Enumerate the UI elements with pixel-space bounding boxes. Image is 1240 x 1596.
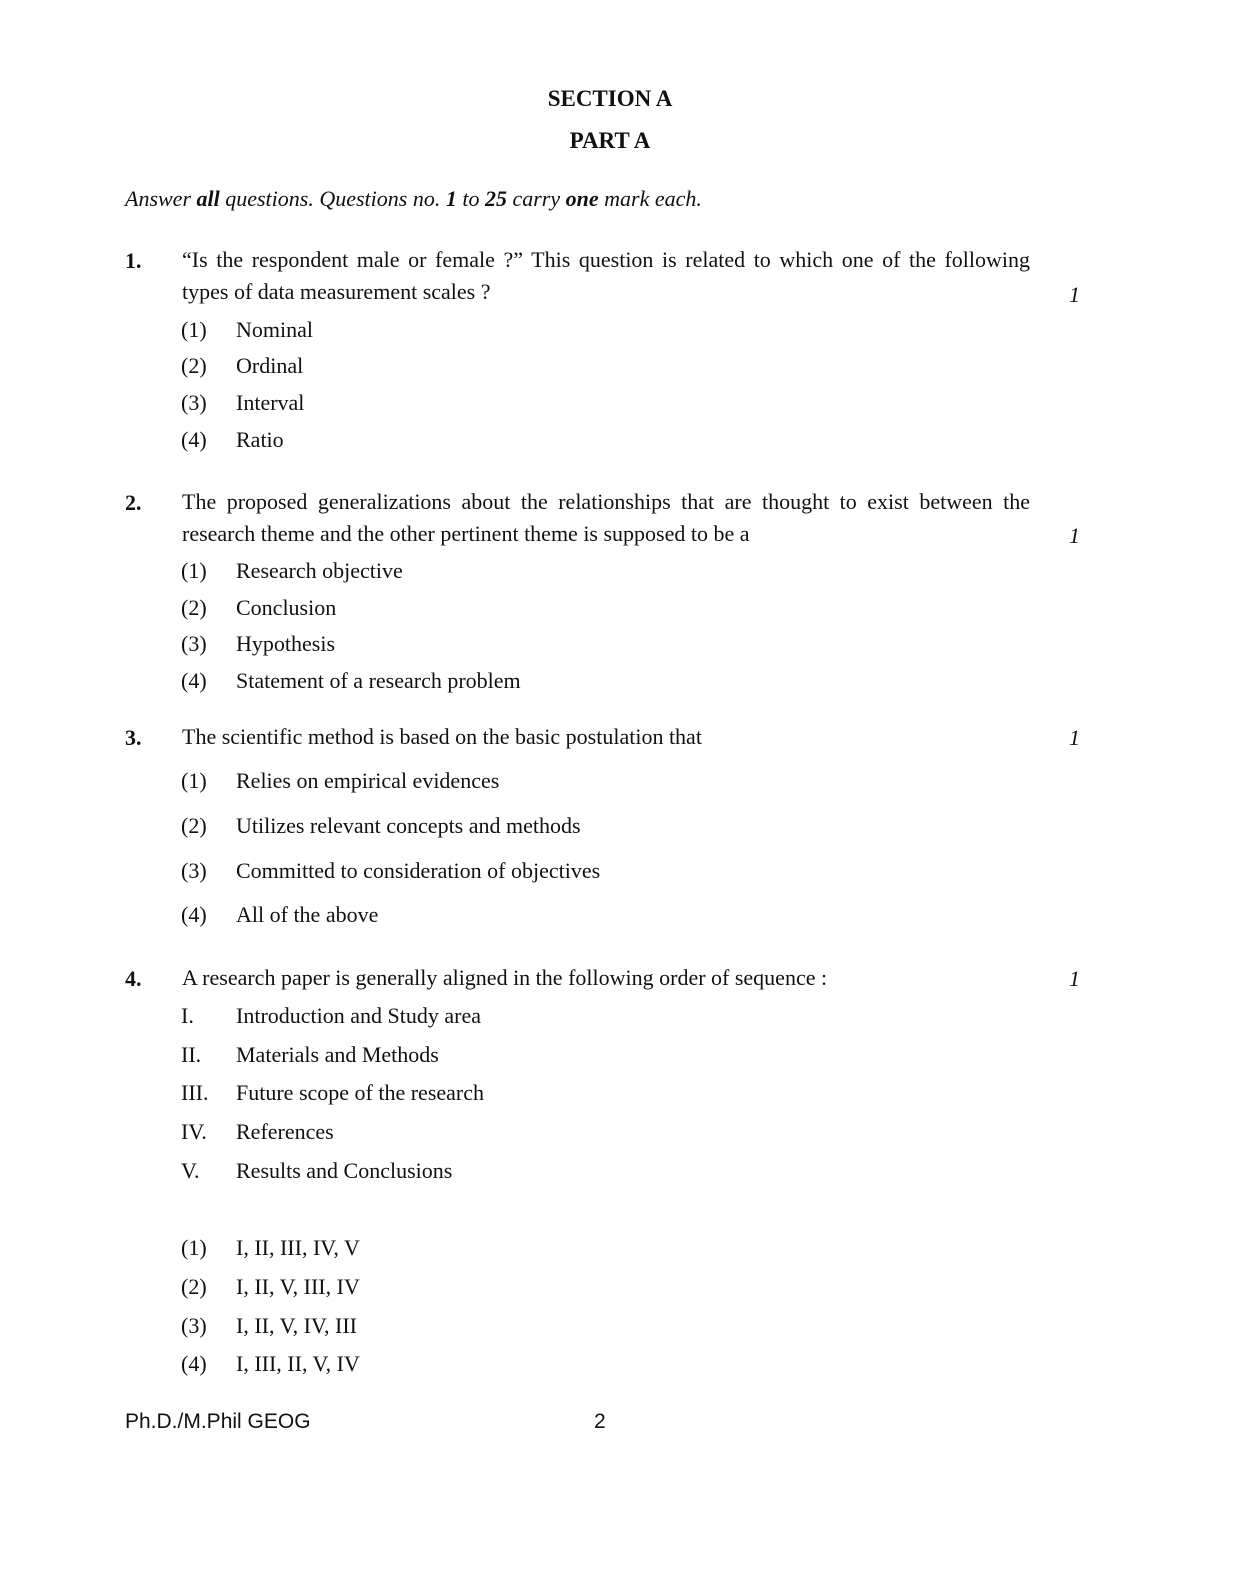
part-title: PART A — [569, 128, 651, 153]
option-3 — [181, 631, 335, 657]
item-label: III. — [181, 1080, 209, 1105]
item-text: Introduction and Study area — [236, 1003, 481, 1028]
option-4 — [181, 668, 521, 694]
item-label: V. — [181, 1158, 200, 1183]
option-label: (3) — [181, 1313, 207, 1338]
option-text: Research objective — [236, 558, 403, 583]
instr-text-3: to — [456, 186, 485, 211]
option-text: All of the above — [236, 902, 379, 927]
instr-text-1: Answer — [125, 186, 197, 211]
question-marks: 1 — [1069, 966, 1080, 991]
instr-bold-1: all — [196, 186, 220, 211]
option-4 — [181, 902, 378, 928]
footer-course-code: Ph.D./M.Phil GEOG — [125, 1410, 311, 1433]
option-2 — [181, 1274, 360, 1300]
option-label: (4) — [181, 668, 207, 693]
option-text: Ratio — [236, 427, 284, 452]
sequence-item-5 — [181, 1158, 452, 1184]
option-1 — [181, 1235, 360, 1261]
option-label: (2) — [181, 813, 207, 838]
option-4 — [181, 427, 284, 453]
question-text: A research paper is generally aligned in the following order of sequence : — [182, 965, 828, 990]
instr-text-4: carry — [506, 186, 566, 211]
instructions — [125, 186, 702, 212]
option-label: (4) — [181, 1351, 207, 1376]
option-3 — [181, 858, 600, 884]
option-text: Utilizes relevant concepts and methods — [236, 813, 581, 838]
question-number: 2. — [125, 490, 142, 515]
option-label: (4) — [181, 902, 207, 927]
question-number: 1. — [125, 248, 142, 273]
option-label: (2) — [181, 353, 207, 378]
option-text: I, II, V, III, IV — [236, 1274, 360, 1299]
option-3 — [181, 1313, 357, 1339]
sequence-item-4 — [181, 1119, 334, 1145]
item-text: References — [236, 1119, 334, 1144]
option-label: (3) — [181, 858, 207, 883]
option-text: Conclusion — [236, 595, 337, 620]
option-label: (1) — [181, 768, 207, 793]
question-number: 4. — [125, 966, 142, 991]
instr-bold-4: one — [565, 186, 599, 211]
option-text: Statement of a research problem — [236, 668, 521, 693]
option-text: Ordinal — [236, 353, 304, 378]
question-marks: 1 — [1069, 282, 1080, 307]
option-2 — [181, 595, 336, 621]
option-4 — [181, 1351, 360, 1377]
sequence-item-2 — [181, 1042, 439, 1068]
instr-bold-2: 1 — [445, 186, 457, 211]
option-label: (1) — [181, 558, 207, 583]
option-label: (1) — [181, 1235, 207, 1260]
item-label: I. — [181, 1003, 194, 1028]
option-label: (4) — [181, 427, 207, 452]
option-text: I, II, III, IV, V — [236, 1235, 360, 1260]
sequence-item-3 — [181, 1080, 484, 1106]
item-label: IV. — [181, 1119, 207, 1144]
option-text: Relies on empirical evidences — [236, 768, 500, 793]
instr-bold-3: 25 — [484, 186, 507, 211]
option-label: (2) — [181, 1274, 207, 1299]
option-2 — [181, 813, 581, 839]
section-title: SECTION A — [547, 86, 673, 111]
option-text: Committed to consideration of objectives — [236, 858, 601, 883]
question-text: The proposed generalizations about the relationships that are thought to exist between the research theme and the other pertinent theme is supposed to be a — [182, 489, 1030, 546]
option-label: (2) — [181, 595, 207, 620]
option-label: (3) — [181, 390, 207, 415]
question-marks: 1 — [1069, 725, 1080, 750]
option-text: Nominal — [236, 317, 313, 342]
option-1 — [181, 768, 499, 794]
option-1 — [181, 317, 313, 343]
item-label: II. — [181, 1042, 202, 1067]
question-number: 3. — [125, 725, 142, 750]
question-text: The scientific method is based on the basic postulation that — [182, 724, 702, 749]
item-text: Results and Conclusions — [236, 1158, 453, 1183]
option-text: Hypothesis — [236, 631, 335, 656]
instr-text-5: mark each. — [598, 186, 702, 211]
sequence-item-1 — [181, 1003, 481, 1029]
option-2 — [181, 353, 303, 379]
option-1 — [181, 558, 403, 584]
question-marks: 1 — [1069, 523, 1080, 548]
item-text: Materials and Methods — [236, 1042, 439, 1067]
question-text: “Is the respondent male or female ?” This question is related to which one of the following types of data measurement scales ? — [182, 247, 1030, 304]
page-number: 2 — [594, 1410, 606, 1433]
option-label: (1) — [181, 317, 207, 342]
option-3 — [181, 390, 304, 416]
option-text: I, III, II, V, IV — [236, 1351, 360, 1376]
item-text: Future scope of the research — [236, 1080, 485, 1105]
option-text: I, II, V, IV, III — [236, 1313, 357, 1338]
option-label: (3) — [181, 631, 207, 656]
option-text: Interval — [236, 390, 305, 415]
instr-text-2: questions. Questions no. — [219, 186, 446, 211]
